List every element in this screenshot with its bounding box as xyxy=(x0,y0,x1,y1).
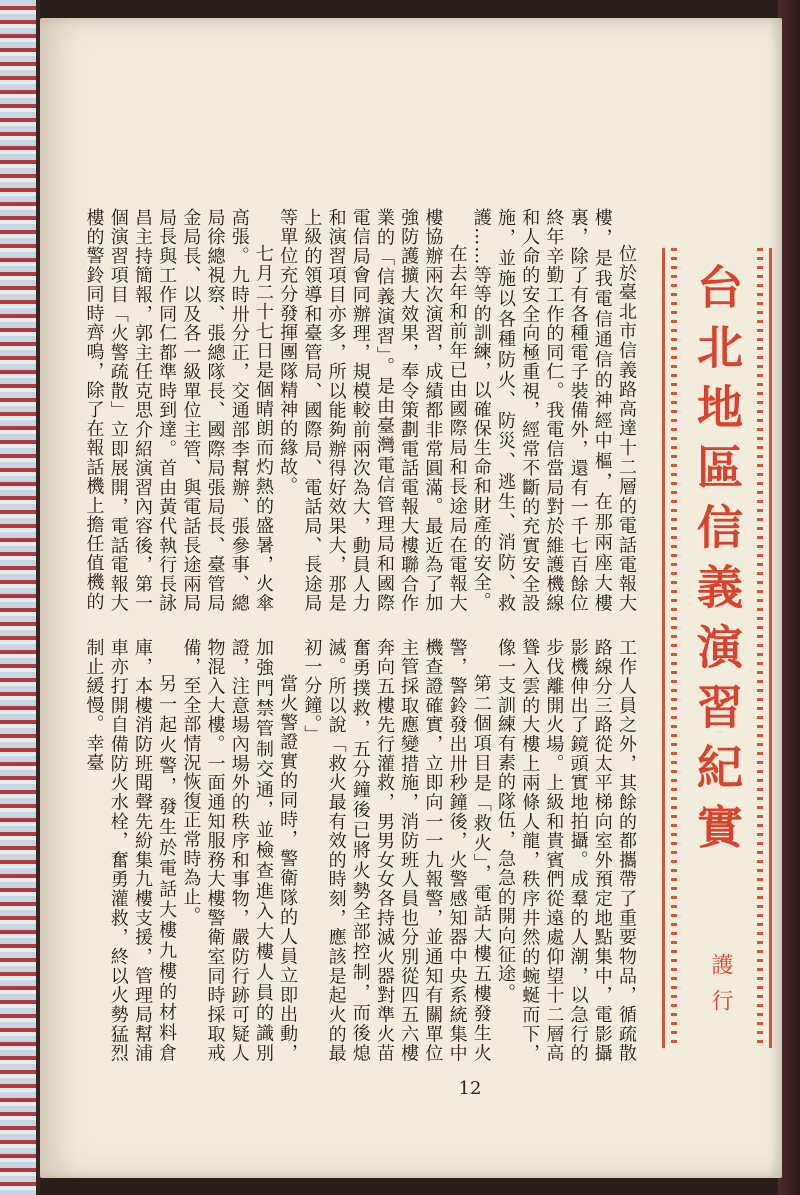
article-title: 台北地區信義演習紀實 xyxy=(690,263,744,863)
paragraph: 七月二十七日是個晴朗而灼熱的盛暑，火傘高張。九時卅分正，交通部李幫辦、張參事、總局徐總視察、張總隊長、國際局張局長、臺管局金局長、以及各一級單位主管、與電話長途兩局局長與工作同仁都準時到達。首由黃代執行長詠昌主持簡報，郭主任克思介紹演習內容後，第一個演習項目「火警疏散」立即展開，電話電報大樓的警鈴同時齊鳴，除了在報話機上擔任值機的 xyxy=(83,208,274,613)
page-number: 12 xyxy=(458,1078,482,1099)
article-author: 護行 xyxy=(708,953,733,1025)
top-text-block xyxy=(83,208,638,613)
paragraph: 工作人員之外，其餘的都攜帶了重要物品，循疏散路線分三路從太平梯向室外預定地點集中，電影攝影機伸出了鏡頭實地拍攝。成羣的人潮，以急行的步伐離開火場。上級和貴賓們從遠處仰望十二層高聳入雲的大樓上兩條人龍，秩序井然的蜿蜒而下，像一支訓練有素的隊伍，急急的開向征途。 xyxy=(494,638,637,1063)
paragraph: 另一起火警，發生於電話大樓九樓的材料倉庫，本樓消防班聞聲先紛集九樓支援，管理局幫浦車亦打開自備防火水栓，奮勇灌救，終以火勢猛烈制止緩慢。幸臺 xyxy=(83,638,178,1063)
book-page xyxy=(40,18,782,1178)
paragraph: 當火警證實的同時，警衛隊的人員立即出動，加強門禁管制交通，並檢查進入大樓人員的識別證，注意場內場外的秩序和事物，嚴防行跡可疑人物混入大樓。一面通知服務大樓警衛室同時採取戒備，至全部情況恢復正常時為止。 xyxy=(180,638,299,1063)
bottom-text-block xyxy=(83,638,638,1063)
book-binding xyxy=(0,0,40,1195)
paragraph: 位於臺北市信義路高達十二層的電話電報大樓，是我電信通信的神經中樞，在那兩座大樓裏，除了有各種電子裝備外，還有一千七百餘位終年辛勤工作的同仁。我電信當局對於維護機線和人命的安全向極重視，經常不斷的充實安全設施，並施以各種防火、防災、逃生、消防、救護……等等的訓練，以確保生命和財產的安全。 xyxy=(470,208,637,613)
paragraph: 第二個項目是「救火」，電話大樓五樓發生火警，警鈴發出卅秒鐘後，火警感知器中央系統集中機查證確實，立即向一一九報警，並通知有關單位主管採取應變措施，消防班人員也分別從四五六樓奔向五樓先行灌救，男男女女各持滅火器對準火苗奮勇撲救，五分鐘後已將火勢全部控制，而後熄滅。所以說「救火最有效的時刻，應該是起火的最初一分鐘。」 xyxy=(301,638,492,1063)
paragraph: 在去年和前年已由國際局和長途局在電報大樓協辦兩次演習，成績都非常圓滿。最近為了加強防護擴大效果，奉令策劃電話電報大樓聯合作業的「信義演習」。是由臺灣電信管理局和國際電信局會同辦理，規模較前兩次為大，動員人力和演習項目亦多，所以能夠辦得好效果大，那是上級的領導和臺管局、國際局、電話局、長途局等單位充分發揮團隊精神的緣故。 xyxy=(277,208,468,613)
